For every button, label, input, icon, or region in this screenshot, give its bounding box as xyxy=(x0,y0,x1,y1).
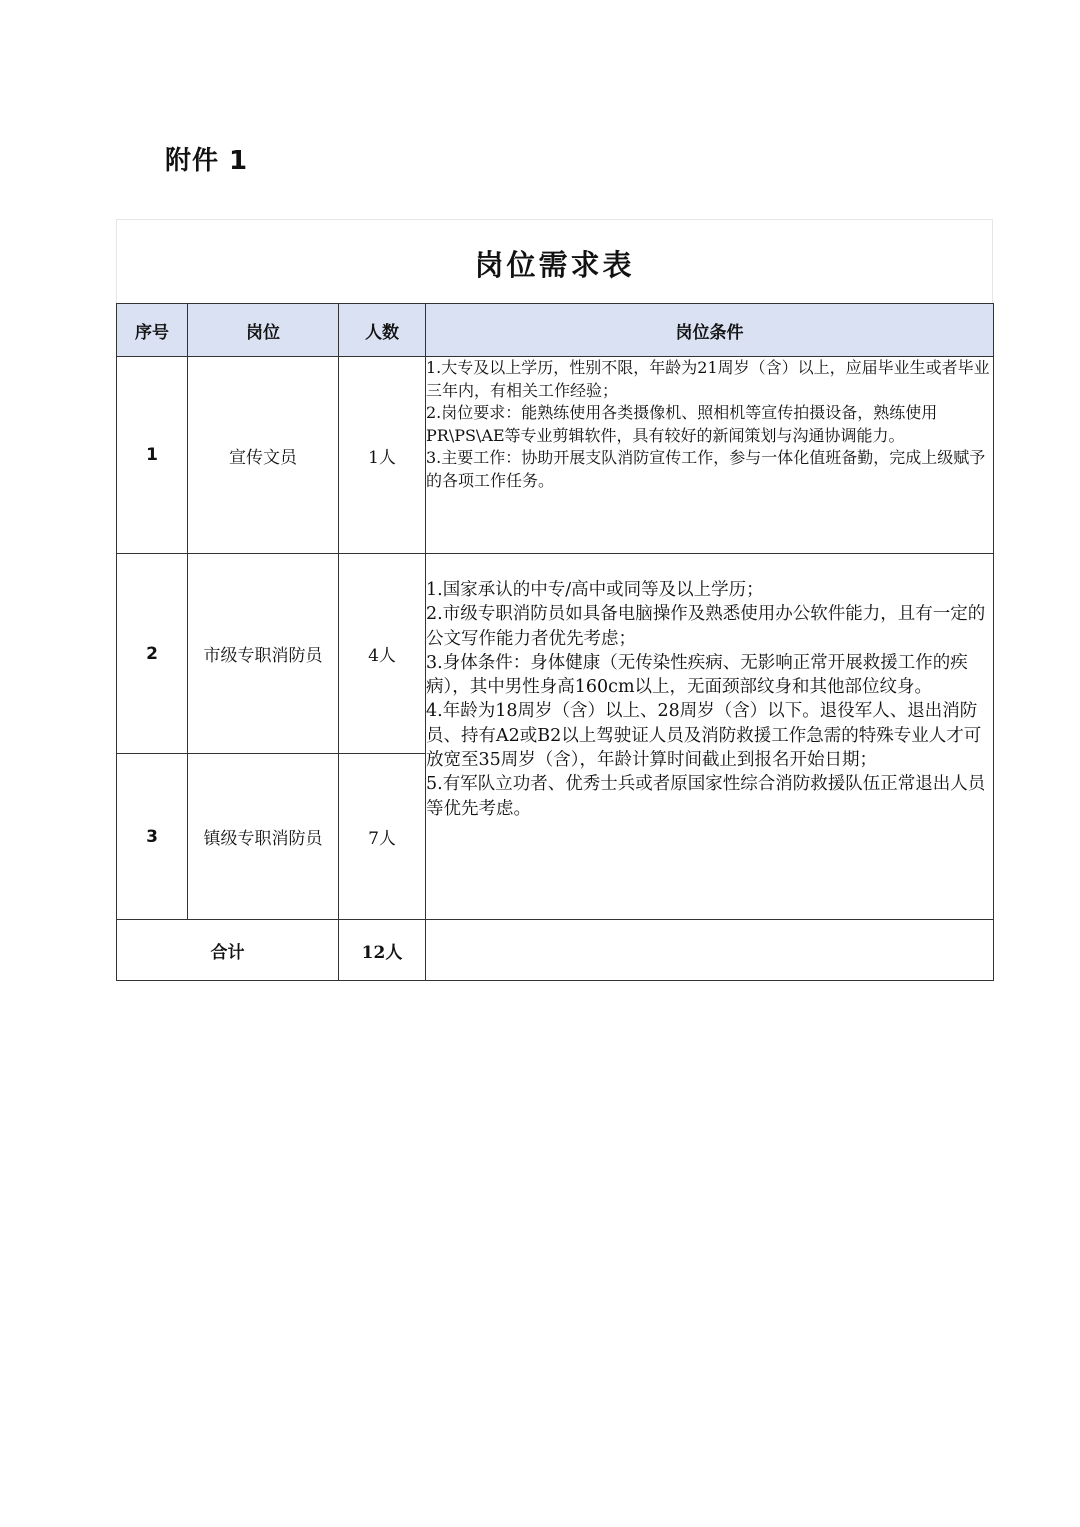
requirements-sheet xyxy=(116,219,993,981)
row-conditions xyxy=(426,357,994,554)
table-row xyxy=(117,554,994,754)
total-empty-cell xyxy=(426,920,994,981)
condition-line: 2.市级专职消防员如具备电脑操作及熟悉使用办公软件能力，且有一定的公文写作能力者优先考虑； xyxy=(426,604,986,649)
header-count: 人数 xyxy=(339,304,426,357)
row-position: 市级专职消防员 xyxy=(188,554,339,754)
row-position: 宣传文员 xyxy=(188,357,339,554)
condition-line: 1.国家承认的中专/高中或同等及以上学历； xyxy=(426,580,764,600)
condition-line: 2.岗位要求：能熟练使用各类摄像机、照相机等宣传拍摄设备，熟练使用PR\PS\AE等专业剪辑软件，具有较好的新闻策划与沟通协调能力。 xyxy=(426,403,938,445)
condition-line: 4.年龄为18周岁（含）以上、28周岁（含）以下。退役军人、退出消防员、持有A2或B2以上驾驶证人员及消防救援工作急需的特殊专业人才可放宽至35周岁（含），年龄计算时间截止到报名开始日期； xyxy=(426,701,982,771)
row-number: 3 xyxy=(117,754,188,920)
header-position: 岗位 xyxy=(188,304,339,357)
table-title: 岗位需求表 xyxy=(474,248,635,282)
condition-line: 3.主要工作：协助开展支队消防宣传工作，参与一体化值班备勤，完成上级赋予的各项工作任务。 xyxy=(426,448,986,490)
row-count: 7人 xyxy=(339,754,426,920)
requirements-table xyxy=(116,303,994,981)
condition-line: 1.大专及以上学历，性别不限，年龄为21周岁（含）以上，应届毕业生或者毕业三年内，有相关工作经验； xyxy=(426,358,990,400)
row-position: 镇级专职消防员 xyxy=(188,754,339,920)
header-number: 序号 xyxy=(117,304,188,357)
shared-conditions xyxy=(426,554,994,920)
attachment-label: 附件 1 xyxy=(165,146,249,176)
table-title-box xyxy=(116,219,993,303)
total-label: 合计 xyxy=(117,920,339,981)
table-header-row xyxy=(117,304,994,357)
condition-line: 3.身体条件：身体健康（无传染性疾病、无影响正常开展救援工作的疾病），其中男性身高160cm以上，无面颈部纹身和其他部位纹身。 xyxy=(426,652,968,698)
total-count: 12人 xyxy=(339,920,426,981)
row-count: 1人 xyxy=(339,357,426,554)
condition-line: 5.有军队立功者、优秀士兵或者原国家性综合消防救援队伍正常退出人员等优先考虑。 xyxy=(426,774,986,819)
row-number: 1 xyxy=(117,357,188,554)
header-conditions: 岗位条件 xyxy=(426,304,994,357)
total-row xyxy=(117,920,994,981)
table-row xyxy=(117,357,994,554)
row-number: 2 xyxy=(117,554,188,754)
row-count: 4人 xyxy=(339,554,426,754)
